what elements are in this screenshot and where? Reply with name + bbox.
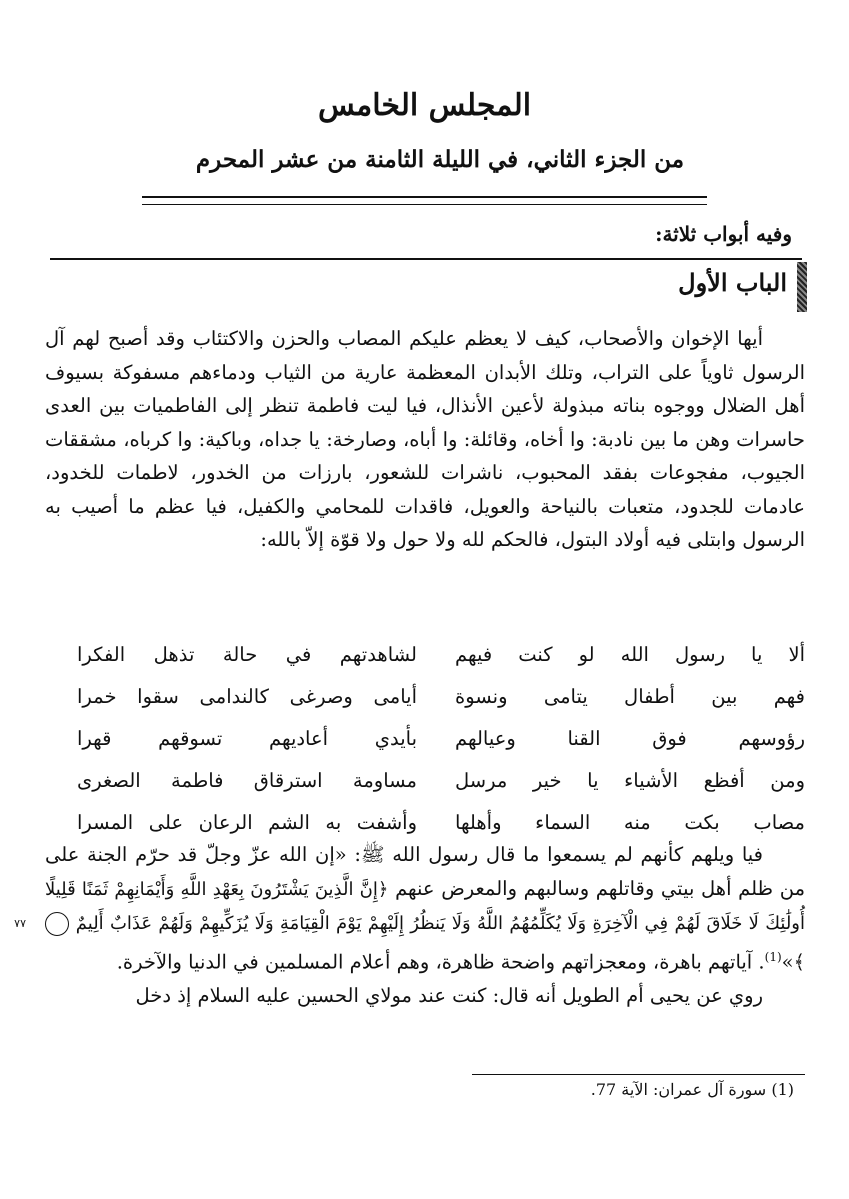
ayah-number-marker: ٧٧ [45, 912, 69, 936]
verse-first-hemistich: ألا يا رسول الله لو كنت فيهم [455, 643, 805, 666]
page-title: المجلس الخامس [317, 88, 532, 123]
paragraph-text: أيها الإخوان والأصحاب، كيف لا يعظم عليكم المصاب والحزن والاكتئاب وقد أصبح لهم آل الرسول ثاوياً على التراب، وتلك الأبدان المعظمة عارية من الثياب ودماءهم مسفوكة بسيوف أهل الضلال ووجوه بناته مبذولة لأعين الأنذال، فيا ليت فاطمة تنظر إلى الفاطميات بين العدى حاسرات وهن ما بين نادبة: وا أخاه، وقائلة: وا أباه، وصارخة: يا جداه، وباكية: وا كرباه، مشققات الجيوب، مفجوعات بفقد المحبوب، ناشرات للشعور، بارزات من الخدور، لاطمات للخدود، عادمات للجدود، متعبات بالنياحة والعويل، فاقدات للمحامي والكفيل، فيا عظم ما أصيب به الرسول وابتلى فيه أولاد البتول، فالحكم لله ولا حول ولا قوّة إلاّ بالله: [45, 327, 805, 551]
poem-verse [45, 718, 805, 760]
footnote-number: (1) [771, 1080, 794, 1099]
body-paragraph-1 [45, 322, 805, 557]
section-marker [797, 262, 807, 312]
hadith-text: فيا ويلهم كأنهم لم يسمعوا ما قال رسول الله ﷺ: «إن الله عزّ وجلّ قد حرّم الجنة على من ظلم أهل بيتي وقاتلهم وسالبهم والمعرض عنهم [45, 843, 806, 900]
section-divider [50, 258, 802, 260]
verse-second-hemistich: لشاهدتهم في حالة تذهل الفكرا [77, 643, 417, 666]
verse-second-hemistich: أيامى وصرغى كالندامى سقوا خمرا [77, 685, 417, 708]
intro-text: وفيه أبواب ثلاثة: [655, 222, 792, 246]
poem [45, 634, 805, 844]
body-paragraph-2 [14, 838, 806, 1012]
verse-second-hemistich: بأيدي أعاديهم تسوقهم قهرا [77, 727, 417, 750]
footnote [591, 1080, 794, 1099]
title-divider [142, 196, 707, 205]
verse-second-hemistich: مساومة استرقاق فاطمة الصغرى [77, 769, 417, 792]
paragraph-text [14, 838, 806, 979]
quran-verse: ﴿إِنَّ الَّذِينَ يَشْتَرُونَ بِعَهْدِ اللَّهِ وَأَيْمَانِهِمْ ثَمَنًا قَلِيلًا أُولَٰئِكَ لَا خَلَاقَ لَهُمْ فِي الْآخِرَةِ وَلَا يُكَلِّمُهُمُ اللَّهُ وَلَا يَنظُرُ إِلَيْهِمْ يَوْمَ الْقِيَامَةِ وَلَا يُزَكِّيهِمْ وَلَهُمْ عَذَابٌ أَلِيمٌ [45, 878, 805, 934]
footnote-divider [472, 1074, 805, 1075]
paragraph-text: روي عن يحيى أم الطويل أنه قال: كنت عند مولاي الحسين عليه السلام إذ دخل [135, 983, 763, 1007]
poem-verse [45, 634, 805, 676]
verse-first-hemistich: مصاب بكت منه السماء وأهلها [455, 811, 805, 834]
poem-verse [45, 760, 805, 802]
paragraph-continuation: . آياتهم باهرة، ومعجزاتهم واضحة ظاهرة، وهم أعلام المسلمين في الدنيا والآخرة. [116, 950, 765, 973]
verse-first-hemistich: ومن أفظع الأشياء يا خير مرسل [455, 769, 805, 792]
verse-second-hemistich: وأشفت به الشم الرعان على المسرا [77, 811, 417, 834]
section-heading: الباب الأول [678, 268, 787, 297]
page-subtitle: من الجزء الثاني، في الليلة الثامنة من عشر المحرم [195, 146, 685, 173]
quote-close: ﴾» [781, 950, 805, 973]
verse-first-hemistich: رؤوسهم فوق القنا وعيالهم [455, 727, 805, 750]
footnote-reference[interactable]: (1) [764, 949, 782, 964]
footnote-text: سورة آل عمران: الآية 77. [590, 1080, 767, 1099]
verse-first-hemistich: فهم بين أطفال يتامى ونسوة [455, 685, 805, 708]
poem-verse [45, 676, 805, 718]
